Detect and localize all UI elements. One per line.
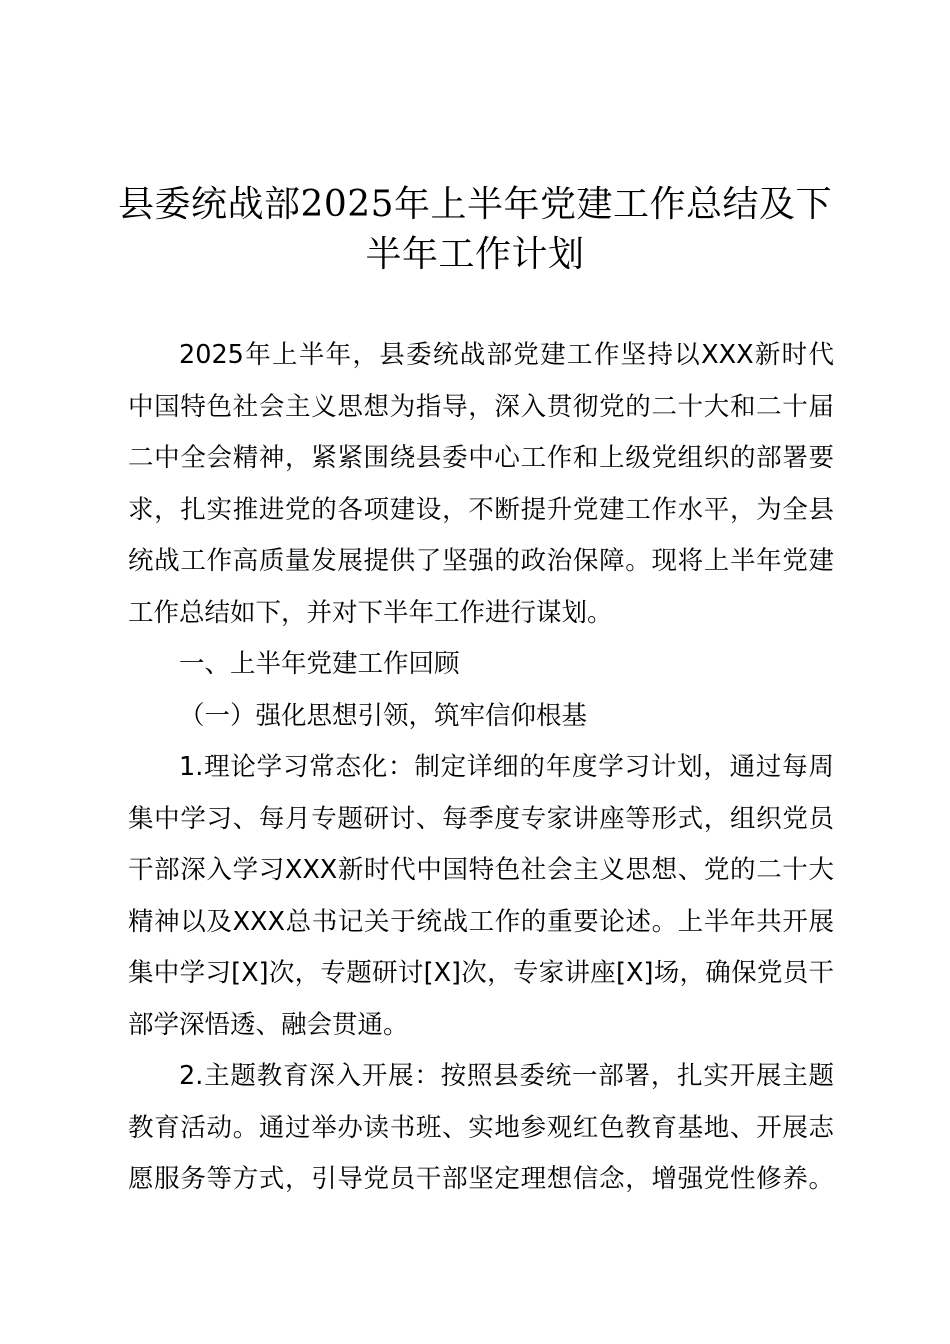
text-line: 部学深悟透、融会贯通。 (128, 1009, 409, 1040)
item-paragraph-2 (128, 1051, 834, 1206)
section-heading-1 (128, 639, 834, 691)
text-line: 教育活动。通过举办读书班、实地参观红色教育基地、开展志 (128, 1112, 834, 1143)
text-line: 统战工作高质量发展提供了坚强的政治保障。现将上半年党建 (128, 546, 834, 576)
text-line: 中国特色社会主义思想为指导，深入贯彻党的二十大和二十届 (128, 391, 834, 422)
text-line: 求，扎实推进党的各项建设，不断提升党建工作水平，为全县 (128, 494, 834, 525)
text-line: 2025年上半年，县委统战部党建工作坚持以XXX新时代 (179, 340, 834, 370)
item-paragraph-1 (128, 742, 834, 1051)
text-line: 2.主题教育深入开展：按照县委统一部署，扎实开展主题 (179, 1061, 834, 1091)
text-line: 二中全会精神，紧紧围绕县委中心工作和上级党组织的部署要 (128, 443, 834, 473)
text-line: 集中学习、每月专题研讨、每季度专家讲座等形式，组织党员 (128, 803, 834, 834)
text-line: 工作总结如下，并对下半年工作进行谋划。 (128, 597, 613, 628)
title-line-2: 半年工作计划 (365, 234, 585, 275)
intro-paragraph (128, 330, 834, 639)
heading-text: （一）强化思想引领，筑牢信仰根基 (179, 700, 588, 731)
document-body (128, 330, 834, 1206)
subsection-heading-1 (128, 691, 834, 743)
document-title (100, 180, 850, 280)
title-line-1: 县委统战部2025年上半年党建工作总结及下 (117, 184, 833, 225)
text-line: 1.理论学习常态化：制定详细的年度学习计划，通过每周 (179, 752, 834, 782)
text-line: 干部深入学习XXX新时代中国特色社会主义思想、党的二十大 (128, 855, 834, 885)
heading-text: 一、上半年党建工作回顾 (179, 649, 460, 679)
text-line: 愿服务等方式，引导党员干部坚定理想信念，增强党性修养。 (128, 1164, 834, 1194)
text-line: 集中学习[X]次，专题研讨[X]次，专家讲座[X]场，确保党员干 (128, 958, 834, 988)
text-line: 精神以及XXX总书记关于统战工作的重要论述。上半年共开展 (128, 906, 834, 937)
